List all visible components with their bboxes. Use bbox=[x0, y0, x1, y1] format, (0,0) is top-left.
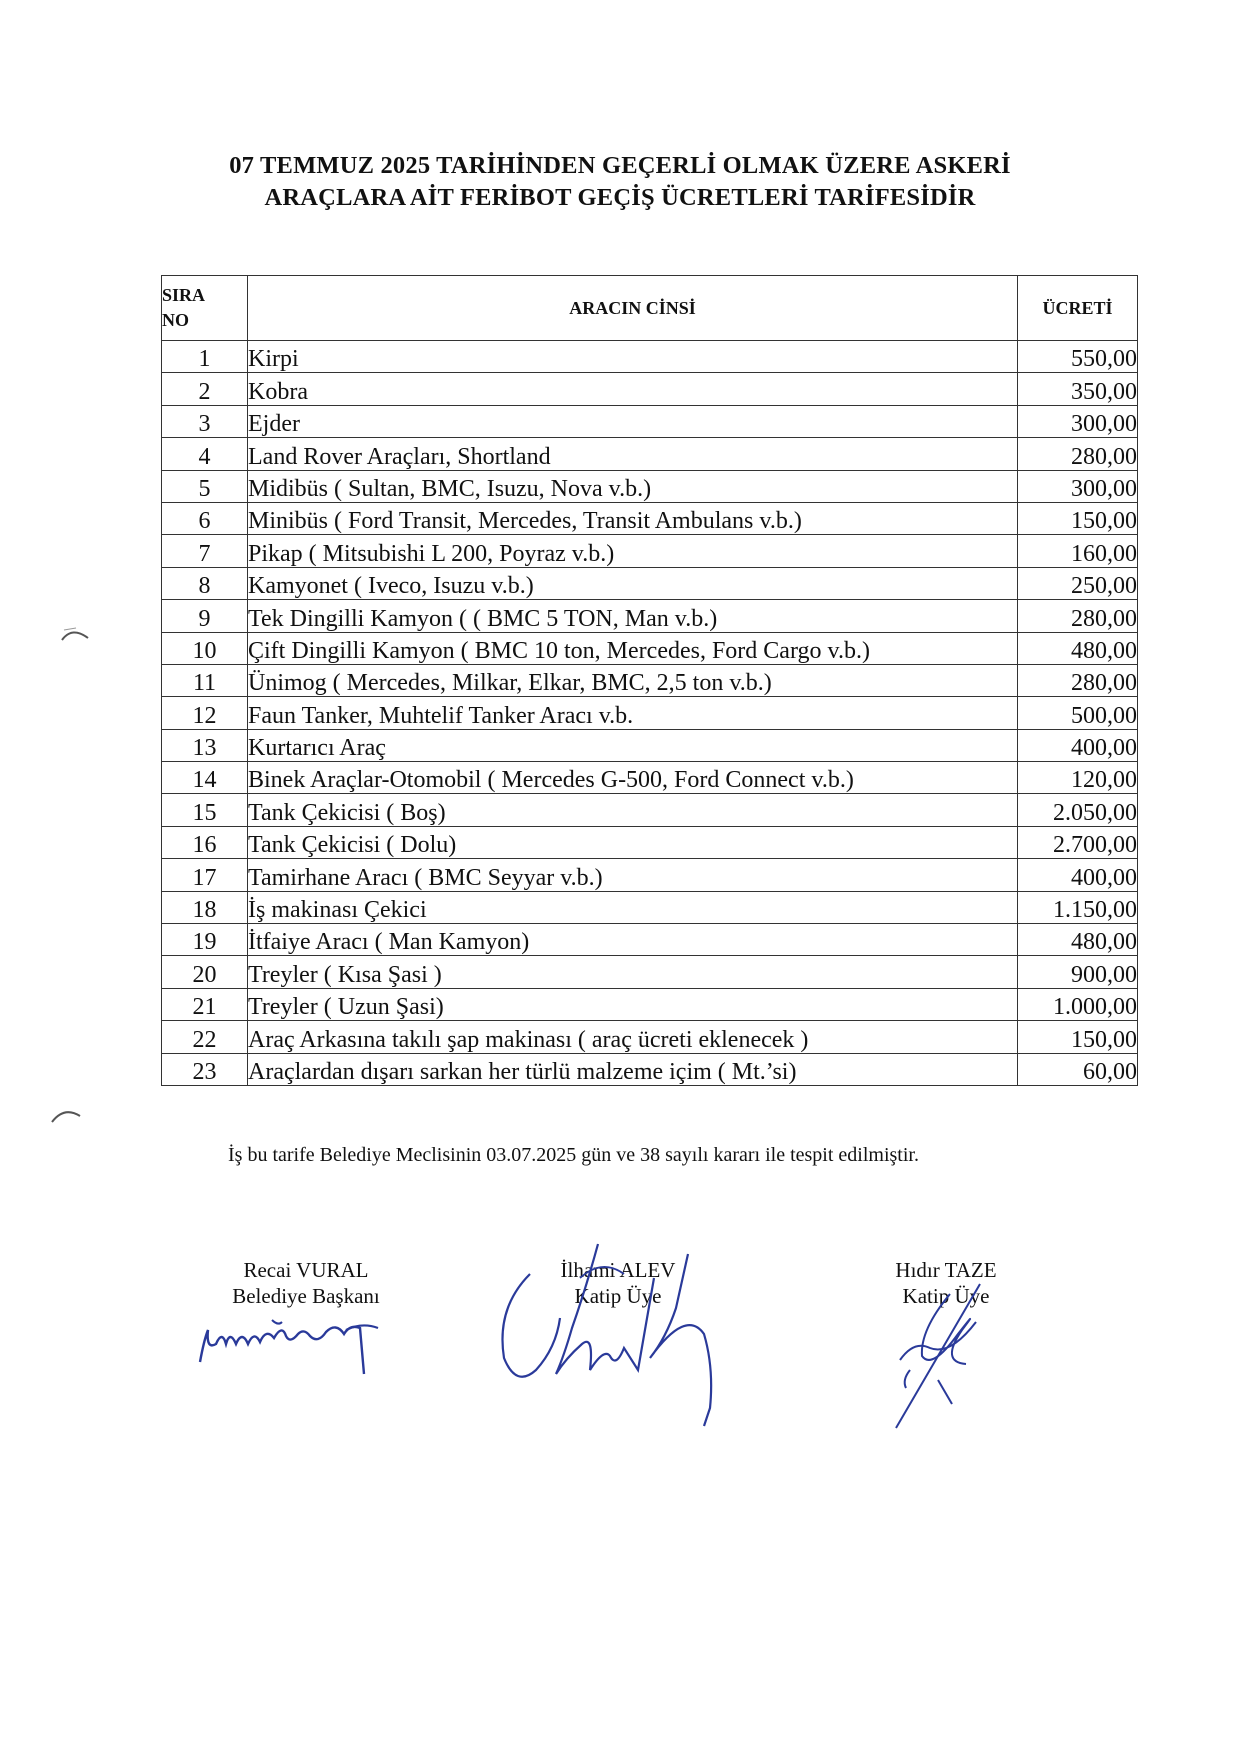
fee-amount: 1.000,00 bbox=[1018, 988, 1138, 1020]
fee-amount: 300,00 bbox=[1018, 470, 1138, 502]
signatory-1-role: Belediye Başkanı bbox=[232, 1284, 380, 1308]
vehicle-type: Binek Araçlar-Otomobil ( Mercedes G-500, Ford Connect v.b.) bbox=[248, 762, 1018, 794]
fee-amount: 480,00 bbox=[1018, 632, 1138, 664]
fee-amount: 60,00 bbox=[1018, 1053, 1138, 1085]
table-row bbox=[162, 956, 1138, 988]
row-number: 6 bbox=[162, 502, 248, 534]
vehicle-type: Minibüs ( Ford Transit, Mercedes, Transit Ambulans v.b.) bbox=[248, 502, 1018, 534]
row-number: 10 bbox=[162, 632, 248, 664]
table-row bbox=[162, 697, 1138, 729]
vehicle-type: Ejder bbox=[248, 405, 1018, 437]
vehicle-type: Tank Çekicisi ( Boş) bbox=[248, 794, 1018, 826]
fee-amount: 1.150,00 bbox=[1018, 891, 1138, 923]
row-number: 16 bbox=[162, 826, 248, 858]
punch-hole-mark bbox=[48, 1098, 88, 1128]
row-number: 18 bbox=[162, 891, 248, 923]
vehicle-type: Faun Tanker, Muhtelif Tanker Aracı v.b. bbox=[248, 697, 1018, 729]
row-number: 11 bbox=[162, 664, 248, 696]
signatory-2-name: İlhami ALEV bbox=[560, 1258, 676, 1282]
fee-amount: 150,00 bbox=[1018, 1021, 1138, 1053]
vehicle-type: Ünimog ( Mercedes, Milkar, Elkar, BMC, 2,5 ton v.b.) bbox=[248, 664, 1018, 696]
table-row bbox=[162, 600, 1138, 632]
table-row bbox=[162, 373, 1138, 405]
vehicle-type: İş makinası Çekici bbox=[248, 891, 1018, 923]
row-number: 17 bbox=[162, 859, 248, 891]
row-number: 5 bbox=[162, 470, 248, 502]
vehicle-type: Araçlardan dışarı sarkan her türlü malzeme içim ( Mt.’si) bbox=[248, 1053, 1018, 1085]
vehicle-type: İtfaiye Aracı ( Man Kamyon) bbox=[248, 924, 1018, 956]
vehicle-type: Midibüs ( Sultan, BMC, Isuzu, Nova v.b.) bbox=[248, 470, 1018, 502]
header-no: NO bbox=[162, 310, 189, 330]
table-row bbox=[162, 567, 1138, 599]
title-line-2: ARAÇLARA AİT FERİBOT GEÇİŞ ÜCRETLERİ TARİFESİDİR bbox=[264, 184, 976, 211]
table-row bbox=[162, 535, 1138, 567]
row-number: 7 bbox=[162, 535, 248, 567]
row-number: 21 bbox=[162, 988, 248, 1020]
vehicle-type: Kamyonet ( Iveco, Isuzu v.b.) bbox=[248, 567, 1018, 599]
fee-amount: 250,00 bbox=[1018, 567, 1138, 599]
vehicle-type: Treyler ( Uzun Şasi) bbox=[248, 988, 1018, 1020]
vehicle-type: Tamirhane Aracı ( BMC Seyyar v.b.) bbox=[248, 859, 1018, 891]
table-row bbox=[162, 826, 1138, 858]
fee-amount: 150,00 bbox=[1018, 502, 1138, 534]
fee-amount: 280,00 bbox=[1018, 438, 1138, 470]
row-number: 13 bbox=[162, 729, 248, 761]
table-row bbox=[162, 405, 1138, 437]
fee-amount: 550,00 bbox=[1018, 341, 1138, 373]
vehicle-type: Pikap ( Mitsubishi L 200, Poyraz v.b.) bbox=[248, 535, 1018, 567]
vehicle-type: Kobra bbox=[248, 373, 1018, 405]
row-number: 2 bbox=[162, 373, 248, 405]
table-row bbox=[162, 794, 1138, 826]
fee-amount: 400,00 bbox=[1018, 729, 1138, 761]
row-number: 3 bbox=[162, 405, 248, 437]
signatory-1-name: Recai VURAL bbox=[243, 1258, 369, 1282]
row-number: 22 bbox=[162, 1021, 248, 1053]
table-row bbox=[162, 1021, 1138, 1053]
table-row bbox=[162, 632, 1138, 664]
header-vehicle-type: ARACIN CİNSİ bbox=[248, 276, 1018, 341]
table-row bbox=[162, 470, 1138, 502]
row-number: 8 bbox=[162, 567, 248, 599]
vehicle-type: Land Rover Araçları, Shortland bbox=[248, 438, 1018, 470]
table-row bbox=[162, 762, 1138, 794]
fee-amount: 500,00 bbox=[1018, 697, 1138, 729]
fee-amount: 400,00 bbox=[1018, 859, 1138, 891]
table-row bbox=[162, 341, 1138, 373]
table-row bbox=[162, 891, 1138, 923]
header-sira: SIRA bbox=[162, 285, 206, 305]
fee-amount: 350,00 bbox=[1018, 373, 1138, 405]
fee-amount: 280,00 bbox=[1018, 600, 1138, 632]
header-fee: ÜCRETİ bbox=[1018, 276, 1138, 341]
vehicle-type: Kurtarıcı Araç bbox=[248, 729, 1018, 761]
table-row bbox=[162, 438, 1138, 470]
tariff-table-body bbox=[162, 341, 1138, 1086]
vehicle-type: Treyler ( Kısa Şasi ) bbox=[248, 956, 1018, 988]
row-number: 19 bbox=[162, 924, 248, 956]
fee-amount: 300,00 bbox=[1018, 405, 1138, 437]
signature-2 bbox=[490, 1238, 730, 1438]
fee-amount: 900,00 bbox=[1018, 956, 1138, 988]
council-decision-note: İş bu tarife Belediye Meclisinin 03.07.2025 gün ve 38 sayılı kararı ile tespit edilmiştir. bbox=[228, 1144, 919, 1166]
vehicle-type: Çift Dingilli Kamyon ( BMC 10 ton, Mercedes, Ford Cargo v.b.) bbox=[248, 632, 1018, 664]
fee-amount: 280,00 bbox=[1018, 664, 1138, 696]
header-sira-no bbox=[162, 276, 248, 341]
table-header-row bbox=[162, 276, 1138, 341]
tariff-table bbox=[161, 275, 1138, 1086]
row-number: 15 bbox=[162, 794, 248, 826]
vehicle-type: Araç Arkasına takılı şap makinası ( araç ücreti eklenecek ) bbox=[248, 1021, 1018, 1053]
table-row bbox=[162, 664, 1138, 696]
fee-amount: 120,00 bbox=[1018, 762, 1138, 794]
table-row bbox=[162, 1053, 1138, 1085]
signatory-3-role: Katip Üye bbox=[902, 1284, 990, 1308]
table-row bbox=[162, 502, 1138, 534]
document-title bbox=[120, 150, 1120, 214]
title-line-1: 07 TEMMUZ 2025 TARİHİNDEN GEÇERLİ OLMAK ÜZERE ASKERİ bbox=[229, 152, 1011, 179]
table-row bbox=[162, 988, 1138, 1020]
signatory-3-name: Hıdır TAZE bbox=[895, 1258, 997, 1282]
fee-amount: 2.050,00 bbox=[1018, 794, 1138, 826]
fee-amount: 480,00 bbox=[1018, 924, 1138, 956]
table-row bbox=[162, 859, 1138, 891]
row-number: 14 bbox=[162, 762, 248, 794]
signature-1 bbox=[186, 1300, 416, 1380]
vehicle-type: Tek Dingilli Kamyon ( ( BMC 5 TON, Man v.b.) bbox=[248, 600, 1018, 632]
fee-amount: 160,00 bbox=[1018, 535, 1138, 567]
row-number: 1 bbox=[162, 341, 248, 373]
signature-3 bbox=[880, 1270, 1000, 1440]
row-number: 20 bbox=[162, 956, 248, 988]
vehicle-type: Kirpi bbox=[248, 341, 1018, 373]
row-number: 23 bbox=[162, 1053, 248, 1085]
punch-hole-mark bbox=[58, 618, 98, 648]
vehicle-type: Tank Çekicisi ( Dolu) bbox=[248, 826, 1018, 858]
row-number: 4 bbox=[162, 438, 248, 470]
fee-amount: 2.700,00 bbox=[1018, 826, 1138, 858]
row-number: 9 bbox=[162, 600, 248, 632]
table-row bbox=[162, 729, 1138, 761]
table-row bbox=[162, 924, 1138, 956]
signatory-2-role: Katip Üye bbox=[574, 1284, 662, 1308]
row-number: 12 bbox=[162, 697, 248, 729]
